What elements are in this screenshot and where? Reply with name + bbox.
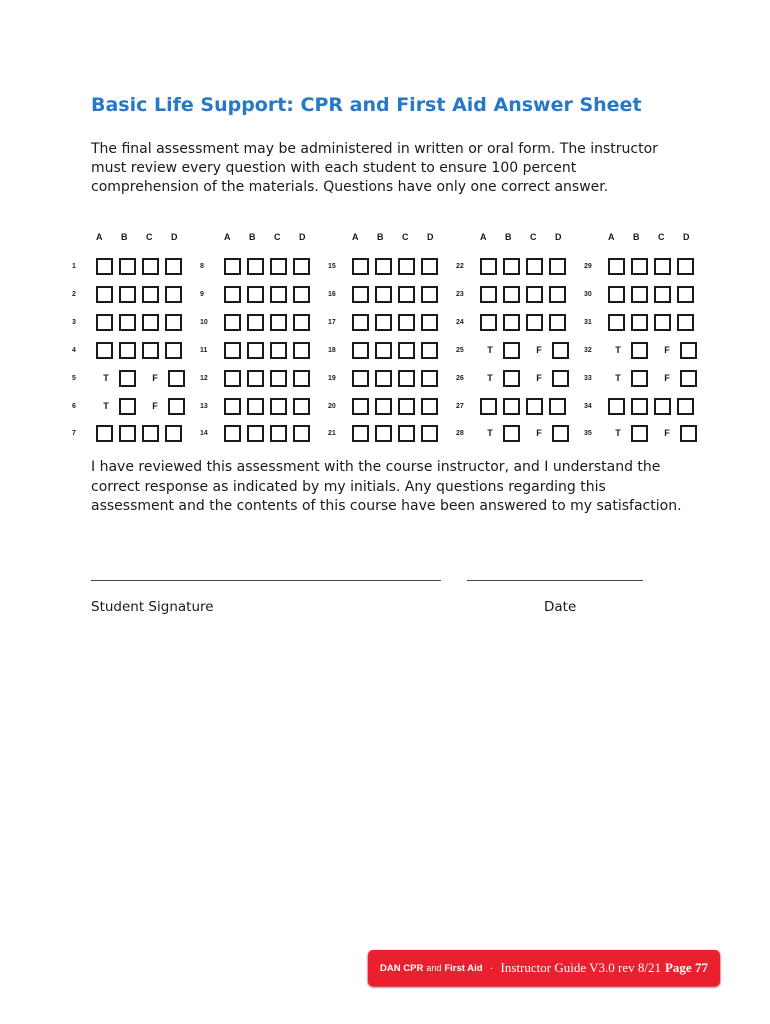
- header-letter: A: [224, 232, 231, 242]
- question-number: 14: [200, 429, 208, 437]
- answer-checkbox-b[interactable]: [375, 286, 392, 303]
- answer-checkbox-b[interactable]: [503, 314, 520, 331]
- answer-checkbox-d[interactable]: [677, 398, 694, 415]
- true-label: T: [487, 373, 493, 383]
- question-row: [200, 256, 316, 276]
- header-letter: D: [427, 232, 434, 242]
- answer-checkbox-c[interactable]: [398, 286, 415, 303]
- answer-checkbox-a[interactable]: [480, 258, 497, 275]
- question-row: [72, 312, 188, 332]
- header-letter: B: [505, 232, 512, 242]
- footer-page-number: Page 77: [664, 960, 708, 975]
- question-row: [584, 340, 703, 360]
- true-checkbox[interactable]: [503, 370, 520, 387]
- footer-banner: [368, 950, 720, 986]
- answer-checkbox-b[interactable]: [247, 425, 264, 442]
- question-number: 20: [328, 402, 336, 410]
- true-label: T: [487, 428, 493, 438]
- answer-checkbox-b[interactable]: [119, 286, 136, 303]
- answer-checkbox-d[interactable]: [165, 286, 182, 303]
- answer-checkbox-a[interactable]: [224, 342, 241, 359]
- answer-checkbox-b[interactable]: [375, 258, 392, 275]
- answer-checkbox-b[interactable]: [247, 314, 264, 331]
- question-number: 15: [328, 262, 336, 270]
- question-row: [200, 312, 316, 332]
- question-row: [584, 312, 700, 332]
- header-letter: A: [96, 232, 103, 242]
- answer-checkbox-b[interactable]: [247, 398, 264, 415]
- answer-checkbox-a[interactable]: [352, 286, 369, 303]
- question-number: 34: [584, 402, 592, 410]
- false-checkbox[interactable]: [552, 425, 569, 442]
- intro-paragraph: The final assessment may be administered in written or oral form. The instructor must review every question with each student to ensure 100 percent comprehension of the materials. Questions have only one correct answer.: [91, 141, 658, 195]
- false-label: F: [536, 373, 542, 383]
- true-label: T: [615, 345, 621, 355]
- answer-checkbox-b[interactable]: [247, 258, 264, 275]
- true-label: T: [487, 345, 493, 355]
- question-number: 19: [328, 374, 336, 382]
- footer-brand: DAN CPR: [380, 962, 424, 974]
- answer-checkbox-b[interactable]: [119, 314, 136, 331]
- answer-checkbox-c[interactable]: [142, 286, 159, 303]
- question-number: 25: [456, 346, 464, 354]
- true-checkbox[interactable]: [631, 425, 648, 442]
- true-label: T: [103, 373, 109, 383]
- false-checkbox[interactable]: [680, 342, 697, 359]
- question-row: [200, 396, 316, 416]
- answer-checkbox-b[interactable]: [119, 258, 136, 275]
- answer-checkbox-c[interactable]: [398, 342, 415, 359]
- header-letter: A: [608, 232, 615, 242]
- answer-checkbox-b[interactable]: [503, 286, 520, 303]
- answer-checkbox-d[interactable]: [549, 286, 566, 303]
- false-label: F: [536, 345, 542, 355]
- answer-checkbox-a[interactable]: [480, 286, 497, 303]
- true-checkbox[interactable]: [503, 342, 520, 359]
- answer-checkbox-d[interactable]: [165, 342, 182, 359]
- question-number: 26: [456, 374, 464, 382]
- header-letter: C: [274, 232, 281, 242]
- question-number: 2: [72, 290, 76, 298]
- question-row: [456, 396, 572, 416]
- question-row: [72, 340, 188, 360]
- page-title: Basic Life Support: CPR and First Aid Answer Sheet: [91, 94, 642, 116]
- answer-checkbox-b[interactable]: [119, 425, 136, 442]
- footer-separator: ·: [489, 960, 494, 975]
- question-row: [200, 284, 316, 304]
- question-number: 13: [200, 402, 208, 410]
- question-number: 24: [456, 318, 464, 326]
- answer-checkbox-a[interactable]: [352, 370, 369, 387]
- answer-checkbox-d[interactable]: [165, 425, 182, 442]
- column-header-letters: [96, 232, 196, 242]
- answer-checkbox-b[interactable]: [247, 370, 264, 387]
- question-number: 17: [328, 318, 336, 326]
- answer-checkbox-d[interactable]: [549, 314, 566, 331]
- answer-checkbox-c[interactable]: [398, 425, 415, 442]
- answer-checkbox-c[interactable]: [398, 370, 415, 387]
- answer-checkbox-c[interactable]: [398, 398, 415, 415]
- question-number: 35: [584, 429, 592, 437]
- answer-checkbox-a[interactable]: [352, 342, 369, 359]
- footer-brand-2: First Aid: [444, 962, 483, 974]
- question-number: 30: [584, 290, 592, 298]
- answer-checkbox-c[interactable]: [270, 398, 287, 415]
- question-row: [72, 423, 188, 443]
- question-row: [456, 368, 575, 388]
- answer-checkbox-b[interactable]: [631, 314, 648, 331]
- question-row: [456, 423, 575, 443]
- answer-checkbox-d[interactable]: [293, 425, 310, 442]
- answer-checkbox-a[interactable]: [480, 314, 497, 331]
- question-row: [72, 284, 188, 304]
- signature-line[interactable]: [91, 580, 441, 581]
- question-row: [584, 423, 703, 443]
- true-label: T: [615, 428, 621, 438]
- answer-checkbox-d[interactable]: [293, 258, 310, 275]
- answer-checkbox-b[interactable]: [375, 370, 392, 387]
- true-checkbox[interactable]: [119, 398, 136, 415]
- question-number: 9: [200, 290, 204, 298]
- question-row: [584, 396, 700, 416]
- header-letter: C: [146, 232, 153, 242]
- question-number: 31: [584, 318, 592, 326]
- answer-checkbox-a[interactable]: [224, 258, 241, 275]
- answer-checkbox-a[interactable]: [96, 342, 113, 359]
- question-row: [72, 368, 191, 388]
- answer-checkbox-d[interactable]: [677, 286, 694, 303]
- question-row: [584, 368, 703, 388]
- answer-checkbox-a[interactable]: [96, 314, 113, 331]
- column-header-letters: [608, 232, 708, 242]
- false-checkbox[interactable]: [680, 370, 697, 387]
- true-checkbox[interactable]: [631, 370, 648, 387]
- answer-checkbox-c[interactable]: [270, 314, 287, 331]
- answer-checkbox-d[interactable]: [549, 258, 566, 275]
- question-number: 16: [328, 290, 336, 298]
- answer-checkbox-d[interactable]: [293, 342, 310, 359]
- answer-checkbox-a[interactable]: [96, 425, 113, 442]
- true-label: T: [103, 401, 109, 411]
- answer-checkbox-c[interactable]: [142, 314, 159, 331]
- true-false-options: [96, 398, 191, 415]
- answer-checkbox-a[interactable]: [480, 398, 497, 415]
- false-label: F: [152, 401, 158, 411]
- question-row: [200, 340, 316, 360]
- header-letter: D: [171, 232, 178, 242]
- answer-checkbox-a[interactable]: [352, 258, 369, 275]
- answer-checkbox-d[interactable]: [293, 314, 310, 331]
- true-checkbox[interactable]: [503, 425, 520, 442]
- header-letter: B: [121, 232, 128, 242]
- false-checkbox[interactable]: [552, 370, 569, 387]
- answer-checkbox-c[interactable]: [526, 286, 543, 303]
- answer-checkbox-a[interactable]: [224, 286, 241, 303]
- answer-checkbox-b[interactable]: [631, 258, 648, 275]
- question-number: 6: [72, 402, 76, 410]
- header-letter: B: [249, 232, 256, 242]
- question-number: 12: [200, 374, 208, 382]
- answer-checkbox-c[interactable]: [526, 314, 543, 331]
- answer-checkbox-a[interactable]: [608, 258, 625, 275]
- answer-checkbox-d[interactable]: [421, 425, 438, 442]
- answer-checkbox-c[interactable]: [142, 342, 159, 359]
- true-false-options: [608, 370, 703, 387]
- header-letter: B: [633, 232, 640, 242]
- header-letter: D: [555, 232, 562, 242]
- question-row: [328, 368, 444, 388]
- answer-checkbox-c[interactable]: [270, 425, 287, 442]
- answer-checkbox-c[interactable]: [270, 342, 287, 359]
- answer-checkbox-d[interactable]: [165, 314, 182, 331]
- true-checkbox[interactable]: [119, 370, 136, 387]
- question-row: [456, 256, 572, 276]
- question-number: 3: [72, 318, 76, 326]
- answer-checkbox-d[interactable]: [293, 286, 310, 303]
- column-header-letters: [480, 232, 580, 242]
- answer-checkbox-b[interactable]: [375, 398, 392, 415]
- header-letter: D: [299, 232, 306, 242]
- answer-checkbox-d[interactable]: [421, 370, 438, 387]
- answer-checkbox-c[interactable]: [270, 370, 287, 387]
- answer-checkbox-d[interactable]: [677, 258, 694, 275]
- confirmation-paragraph: I have reviewed this assessment with the course instructor, and I understand the correct response as indicated by my initials. Any questions regarding this assessment and the contents of this course have been answered to my satisfaction.: [91, 459, 682, 514]
- question-row: [328, 423, 444, 443]
- answer-checkbox-b[interactable]: [247, 342, 264, 359]
- false-label: F: [664, 373, 670, 383]
- false-checkbox[interactable]: [552, 342, 569, 359]
- question-number: 5: [72, 374, 76, 382]
- answer-checkbox-d[interactable]: [421, 314, 438, 331]
- answer-checkbox-a[interactable]: [608, 314, 625, 331]
- question-row: [200, 368, 316, 388]
- true-label: T: [615, 373, 621, 383]
- answer-checkbox-d[interactable]: [421, 286, 438, 303]
- date-line[interactable]: [467, 580, 643, 581]
- false-label: F: [152, 373, 158, 383]
- answer-checkbox-c[interactable]: [398, 314, 415, 331]
- true-false-options: [608, 425, 703, 442]
- answer-checkbox-c[interactable]: [526, 398, 543, 415]
- true-false-options: [480, 425, 575, 442]
- true-checkbox[interactable]: [631, 342, 648, 359]
- column-header-letters: [352, 232, 452, 242]
- question-row: [456, 312, 572, 332]
- answer-checkbox-d[interactable]: [293, 398, 310, 415]
- answer-checkbox-c[interactable]: [654, 258, 671, 275]
- question-number: 11: [200, 346, 208, 354]
- answer-checkbox-a[interactable]: [96, 286, 113, 303]
- answer-checkbox-c[interactable]: [398, 258, 415, 275]
- answer-checkbox-a[interactable]: [352, 314, 369, 331]
- answer-checkbox-b[interactable]: [503, 398, 520, 415]
- question-row: [328, 312, 444, 332]
- question-number: 22: [456, 262, 464, 270]
- answer-checkbox-c[interactable]: [654, 286, 671, 303]
- question-number: 29: [584, 262, 592, 270]
- answer-checkbox-d[interactable]: [421, 258, 438, 275]
- question-number: 32: [584, 346, 592, 354]
- question-number: 8: [200, 262, 204, 270]
- question-number: 27: [456, 402, 464, 410]
- answer-checkbox-c[interactable]: [142, 258, 159, 275]
- answer-checkbox-a[interactable]: [352, 398, 369, 415]
- answer-checkbox-d[interactable]: [293, 370, 310, 387]
- answer-checkbox-c[interactable]: [654, 314, 671, 331]
- answer-checkbox-d[interactable]: [421, 342, 438, 359]
- answer-checkbox-b[interactable]: [247, 286, 264, 303]
- true-false-options: [480, 370, 575, 387]
- question-row: [72, 396, 191, 416]
- answer-checkbox-a[interactable]: [224, 398, 241, 415]
- answer-checkbox-b[interactable]: [503, 258, 520, 275]
- question-row: [200, 423, 316, 443]
- answer-checkbox-a[interactable]: [96, 258, 113, 275]
- footer-and: and: [426, 963, 442, 973]
- answer-checkbox-b[interactable]: [375, 425, 392, 442]
- answer-checkbox-a[interactable]: [224, 425, 241, 442]
- answer-checkbox-a[interactable]: [224, 314, 241, 331]
- false-checkbox[interactable]: [168, 398, 185, 415]
- false-checkbox[interactable]: [680, 425, 697, 442]
- question-row: [456, 284, 572, 304]
- answer-checkbox-b[interactable]: [375, 314, 392, 331]
- question-row: [328, 340, 444, 360]
- answer-checkbox-b[interactable]: [375, 342, 392, 359]
- question-row: [584, 256, 700, 276]
- answer-checkbox-d[interactable]: [549, 398, 566, 415]
- true-false-options: [96, 370, 191, 387]
- question-row: [72, 256, 188, 276]
- header-letter: A: [352, 232, 359, 242]
- question-row: [328, 284, 444, 304]
- question-number: 1: [72, 262, 76, 270]
- answer-checkbox-c[interactable]: [142, 425, 159, 442]
- question-row: [328, 396, 444, 416]
- answer-checkbox-a[interactable]: [352, 425, 369, 442]
- answer-checkbox-a[interactable]: [224, 370, 241, 387]
- column-header-letters: [224, 232, 324, 242]
- answer-checkbox-c[interactable]: [270, 258, 287, 275]
- true-false-options: [480, 342, 575, 359]
- question-number: 7: [72, 429, 76, 437]
- answer-checkbox-b[interactable]: [631, 398, 648, 415]
- header-letter: C: [530, 232, 537, 242]
- question-row: [584, 284, 700, 304]
- false-label: F: [664, 428, 670, 438]
- answer-checkbox-d[interactable]: [165, 258, 182, 275]
- header-letter: D: [683, 232, 690, 242]
- signature-label: Student Signature: [91, 599, 214, 615]
- question-number: 18: [328, 346, 336, 354]
- false-checkbox[interactable]: [168, 370, 185, 387]
- answer-checkbox-b[interactable]: [119, 342, 136, 359]
- header-letter: A: [480, 232, 487, 242]
- question-number: 28: [456, 429, 464, 437]
- answer-checkbox-d[interactable]: [421, 398, 438, 415]
- answer-checkbox-b[interactable]: [631, 286, 648, 303]
- question-number: 23: [456, 290, 464, 298]
- date-label: Date: [544, 599, 577, 615]
- false-label: F: [664, 345, 670, 355]
- question-number: 21: [328, 429, 336, 437]
- question-number: 4: [72, 346, 76, 354]
- question-number: 33: [584, 374, 592, 382]
- header-letter: C: [402, 232, 409, 242]
- answer-checkbox-c[interactable]: [654, 398, 671, 415]
- answer-checkbox-c[interactable]: [526, 258, 543, 275]
- answer-checkbox-c[interactable]: [270, 286, 287, 303]
- header-letter: B: [377, 232, 384, 242]
- question-row: [456, 340, 575, 360]
- answer-checkbox-a[interactable]: [608, 398, 625, 415]
- question-row: [328, 256, 444, 276]
- answer-checkbox-d[interactable]: [677, 314, 694, 331]
- true-false-options: [608, 342, 703, 359]
- footer-guide-version: Instructor Guide V3.0 rev 8/21: [500, 960, 661, 975]
- question-number: 10: [200, 318, 208, 326]
- answer-checkbox-a[interactable]: [608, 286, 625, 303]
- false-label: F: [536, 428, 542, 438]
- header-letter: C: [658, 232, 665, 242]
